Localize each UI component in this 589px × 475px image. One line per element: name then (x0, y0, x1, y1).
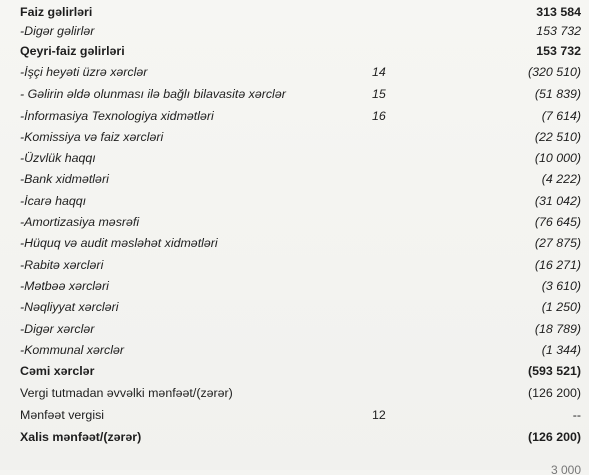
row-label: -Komissiya və faiz xərcləri (20, 130, 164, 144)
row-label: Vergi tutmadan əvvəlki mənfəət/(zərər) (20, 386, 233, 400)
row-amount: (126 200) (527, 386, 581, 400)
row-label: Xalis mənfəət/(zərər) (20, 430, 142, 444)
row-label: -Bank xidmətləri (20, 172, 109, 186)
row-label: Cəmi xərclər (20, 364, 95, 378)
row-amount: (27 875) (534, 236, 581, 250)
row-label: -Mətbəə xərcləri (20, 279, 109, 293)
row-note: 16 (372, 109, 386, 123)
statement-row (0, 149, 589, 167)
statement-row (0, 42, 589, 60)
statement-row (0, 128, 589, 146)
row-amount: 153 732 (536, 24, 581, 38)
statement-row (0, 170, 589, 188)
statement-row (0, 428, 589, 446)
row-label: -Digər gəlirlər (20, 24, 95, 38)
row-amount: (3 610) (541, 279, 581, 293)
row-amount: (7 614) (541, 109, 581, 123)
row-amount: (593 521) (527, 364, 581, 378)
row-amount: 153 732 (536, 44, 581, 58)
row-label: -İnformasiya Texnologiya xidmətləri (20, 109, 214, 123)
statement-row (0, 341, 589, 359)
statement-row (0, 384, 589, 402)
row-label: -İcarə haqqı (20, 194, 87, 208)
statement-row (0, 22, 589, 40)
statement-row (0, 362, 589, 380)
row-label: Mənfəət vergisi (20, 408, 105, 422)
row-amount: (76 645) (534, 215, 581, 229)
row-amount: (18 789) (534, 322, 581, 336)
row-label: -Digər xərclər (20, 322, 95, 336)
statement-row (0, 406, 589, 424)
row-label: -İşçi heyəti üzrə xərclər (20, 65, 148, 79)
statement-row (0, 234, 589, 252)
row-amount: 313 584 (536, 5, 581, 19)
cut-off-amount: 3 000 (550, 465, 581, 475)
statement-row (0, 213, 589, 231)
row-amount: (1 344) (541, 343, 581, 357)
statement-row (0, 107, 589, 125)
statement-row (0, 192, 589, 210)
row-label: -Nəqliyyat xərcləri (20, 300, 119, 314)
statement-row (0, 277, 589, 295)
statement-row (0, 256, 589, 274)
row-amount: (16 271) (534, 258, 581, 272)
row-label: -Kommunal xərclər (20, 343, 124, 357)
statement-row (0, 85, 589, 103)
row-label: Qeyri-faiz gəlirləri (20, 44, 125, 58)
row-amount: (320 510) (527, 65, 581, 79)
row-amount: (31 042) (534, 194, 581, 208)
row-amount: (126 200) (527, 430, 581, 444)
row-amount: (10 000) (534, 151, 581, 165)
row-note: 15 (372, 87, 386, 101)
row-label: - Gəlirin əldə olunması ilə bağlı bilavasitə xərclər (20, 87, 286, 101)
row-label: -Üzvlük haqqı (20, 151, 96, 165)
row-note: 12 (372, 408, 386, 422)
statement-row (0, 3, 589, 21)
statement-row (0, 298, 589, 316)
row-amount: (51 839) (534, 87, 581, 101)
row-label: Faiz gəlirləri (20, 5, 93, 19)
row-amount: (22 510) (534, 130, 581, 144)
statement-row (0, 320, 589, 338)
row-label: -Hüquq və audit məsləhət xidmətləri (20, 236, 218, 250)
row-label: -Rabitə xərcləri (20, 258, 104, 272)
row-label: -Amortizasiya məsrəfi (20, 215, 140, 229)
row-note: 14 (372, 65, 386, 79)
row-amount: (1 250) (541, 300, 581, 314)
row-amount: -- (572, 408, 581, 422)
row-amount: (4 222) (541, 172, 581, 186)
statement-row (0, 63, 589, 81)
